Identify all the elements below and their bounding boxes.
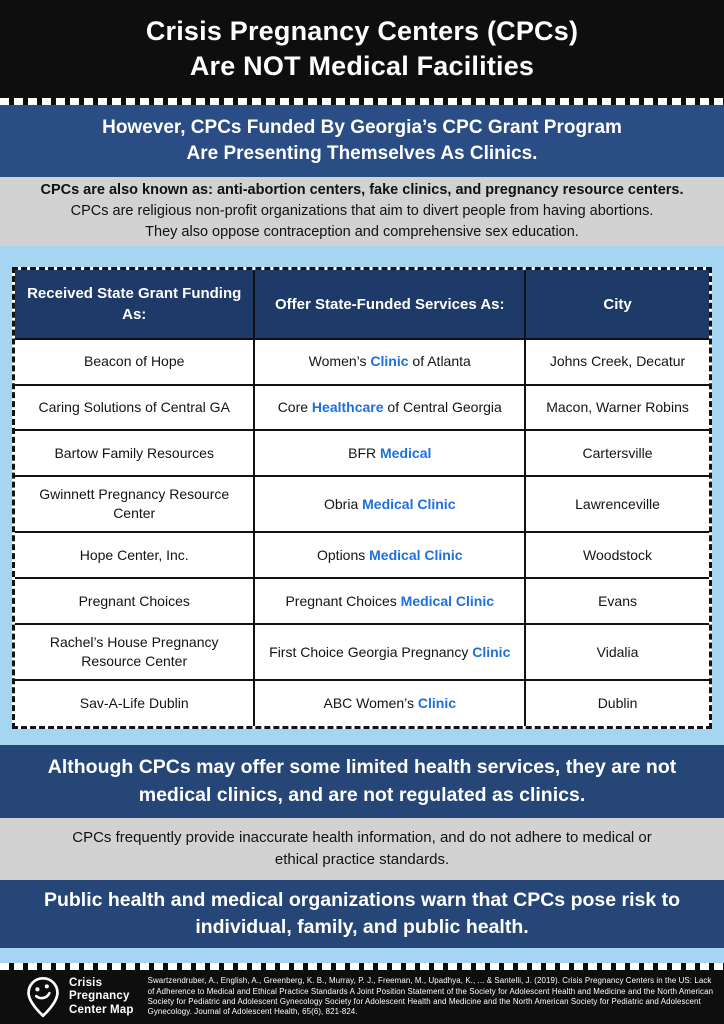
subheader-line-1: However, CPCs Funded By Georgia’s CPC Grant Program — [102, 117, 622, 139]
callout-warning-line-1: Public health and medical organizations warn that CPCs pose risk to — [43, 888, 681, 911]
table-row — [15, 532, 709, 578]
funded-as-cell: Caring Solutions of Central GA — [15, 385, 254, 431]
callout-inaccurate-info — [0, 818, 724, 880]
table-row — [15, 339, 709, 385]
column-header-funded-as: Received State Grant Funding As: — [15, 270, 254, 339]
cpc-table — [12, 267, 712, 729]
service-name-cell: Pregnant Choices Medical Clinic — [254, 578, 525, 624]
table-row — [15, 476, 709, 532]
crisis-pregnancy-center-map-logo — [26, 976, 134, 1018]
service-name-cell: Women’s Clinic of Atlanta — [254, 339, 525, 385]
service-medical-term-highlight: Clinic — [472, 643, 511, 660]
intro-line-2: CPCs are religious non-profit organizations that aim to divert people from having abortions. — [70, 202, 654, 219]
logo-line-2: Pregnancy — [69, 990, 130, 1003]
callout-warning-line-2: individual, family, and public health. — [195, 916, 529, 938]
city-cell: Evans — [525, 578, 709, 624]
table-header-row — [15, 270, 709, 339]
page-title-line-1: Crisis Pregnancy Centers (CPCs) — [145, 15, 579, 46]
table-row — [15, 680, 709, 726]
table-body — [15, 339, 709, 726]
funded-as-cell: Sav-A-Life Dublin — [15, 680, 254, 726]
logo-line-3: Center Map — [69, 1003, 134, 1016]
column-header-city: City — [525, 270, 709, 339]
funded-as-cell: Bartow Family Resources — [15, 430, 254, 476]
service-medical-term-highlight: Medical Clinic — [400, 592, 495, 609]
service-medical-term-highlight: Clinic — [370, 353, 409, 370]
table-row — [15, 385, 709, 431]
footer — [0, 970, 724, 1024]
service-medical-term-highlight: Healthcare — [311, 399, 384, 416]
city-cell: Dublin — [525, 680, 709, 726]
table-row — [15, 430, 709, 476]
intro-line-3: They also oppose contraception and comprehensive sex education. — [145, 224, 579, 240]
logo-text — [69, 977, 134, 1018]
service-name-cell: Obria Medical Clinic — [254, 476, 525, 532]
intro-section — [0, 177, 724, 246]
column-header-services-as: Offer State-Funded Services As: — [254, 270, 525, 339]
service-medical-term-highlight: Medical Clinic — [362, 495, 456, 512]
table-row — [15, 624, 709, 680]
page-title-line-2: Are NOT Medical Facilities — [189, 51, 535, 81]
service-name-cell: Core Healthcare of Central Georgia — [254, 385, 525, 431]
callout-inaccurate-line-2: ethical practice standards. — [274, 851, 450, 868]
citation: Swartzendruber, A., English, A., Greenberg, K. B., Murray, P. J., Freeman, M., Upadhya, K., ... & Santelli, J. (2019). Crisis Pregnancy Centers in the US: Lack of Adherence to Medical and Ethical Practice Standards A Joint Position Statement of the Society for Adolescent Health and Medicine and the North American Society for Pediatric and Adolescent Gynecology Society for Adolescent Health and Medicine and the North American Society for Pediatric and Adolescent Gynecology. Journal of Adolescent Health, 65(6), 821-824. — [147, 976, 714, 1017]
subheader-line-2: Are Presenting Themselves As Clinics. — [186, 143, 538, 164]
funded-as-cell: Beacon of Hope — [15, 339, 254, 385]
service-medical-term-highlight: Medical — [380, 444, 432, 461]
logo-line-1: Crisis — [69, 976, 103, 989]
dashed-divider-top — [0, 98, 724, 105]
service-name-cell: BFR Medical — [254, 430, 525, 476]
intro-bold-line: CPCs are also known as: anti-abortion centers, fake clinics, and pregnancy resource centers. — [40, 181, 684, 198]
lightblue-strip — [0, 948, 724, 963]
city-cell: Woodstock — [525, 532, 709, 578]
funded-as-cell: Rachel’s House Pregnancy Resource Center — [15, 624, 254, 680]
city-cell: Cartersville — [525, 430, 709, 476]
page-title-header — [0, 0, 724, 98]
city-cell: Macon, Warner Robins — [525, 385, 709, 431]
funded-as-cell: Hope Center, Inc. — [15, 532, 254, 578]
city-cell: Lawrenceville — [525, 476, 709, 532]
dashed-divider-bottom — [0, 963, 724, 970]
table-section — [0, 246, 724, 745]
callout-limited-line-1: Although CPCs may offer some limited health services, they are not — [47, 756, 677, 779]
service-name-cell: ABC Women’s Clinic — [254, 680, 525, 726]
subheader-band — [0, 105, 724, 177]
service-name-cell: First Choice Georgia Pregnancy Clinic — [254, 624, 525, 680]
callout-inaccurate-line-1: CPCs frequently provide inaccurate health information, and do not adhere to medical or — [72, 829, 652, 847]
map-pin-smiley-icon — [26, 976, 60, 1018]
callout-limited-line-2: medical clinics, and are not regulated as clinics. — [138, 783, 586, 806]
city-cell: Vidalia — [525, 624, 709, 680]
city-cell: Johns Creek, Decatur — [525, 339, 709, 385]
service-medical-term-highlight: Clinic — [417, 695, 457, 712]
callout-limited-services — [0, 745, 724, 818]
service-name-cell: Options Medical Clinic — [254, 532, 525, 578]
callout-public-health-warning — [0, 880, 724, 948]
table-row — [15, 578, 709, 624]
funded-as-cell: Pregnant Choices — [15, 578, 254, 624]
funded-as-cell: Gwinnett Pregnancy Resource Center — [15, 476, 254, 532]
service-medical-term-highlight: Medical Clinic — [369, 546, 463, 563]
